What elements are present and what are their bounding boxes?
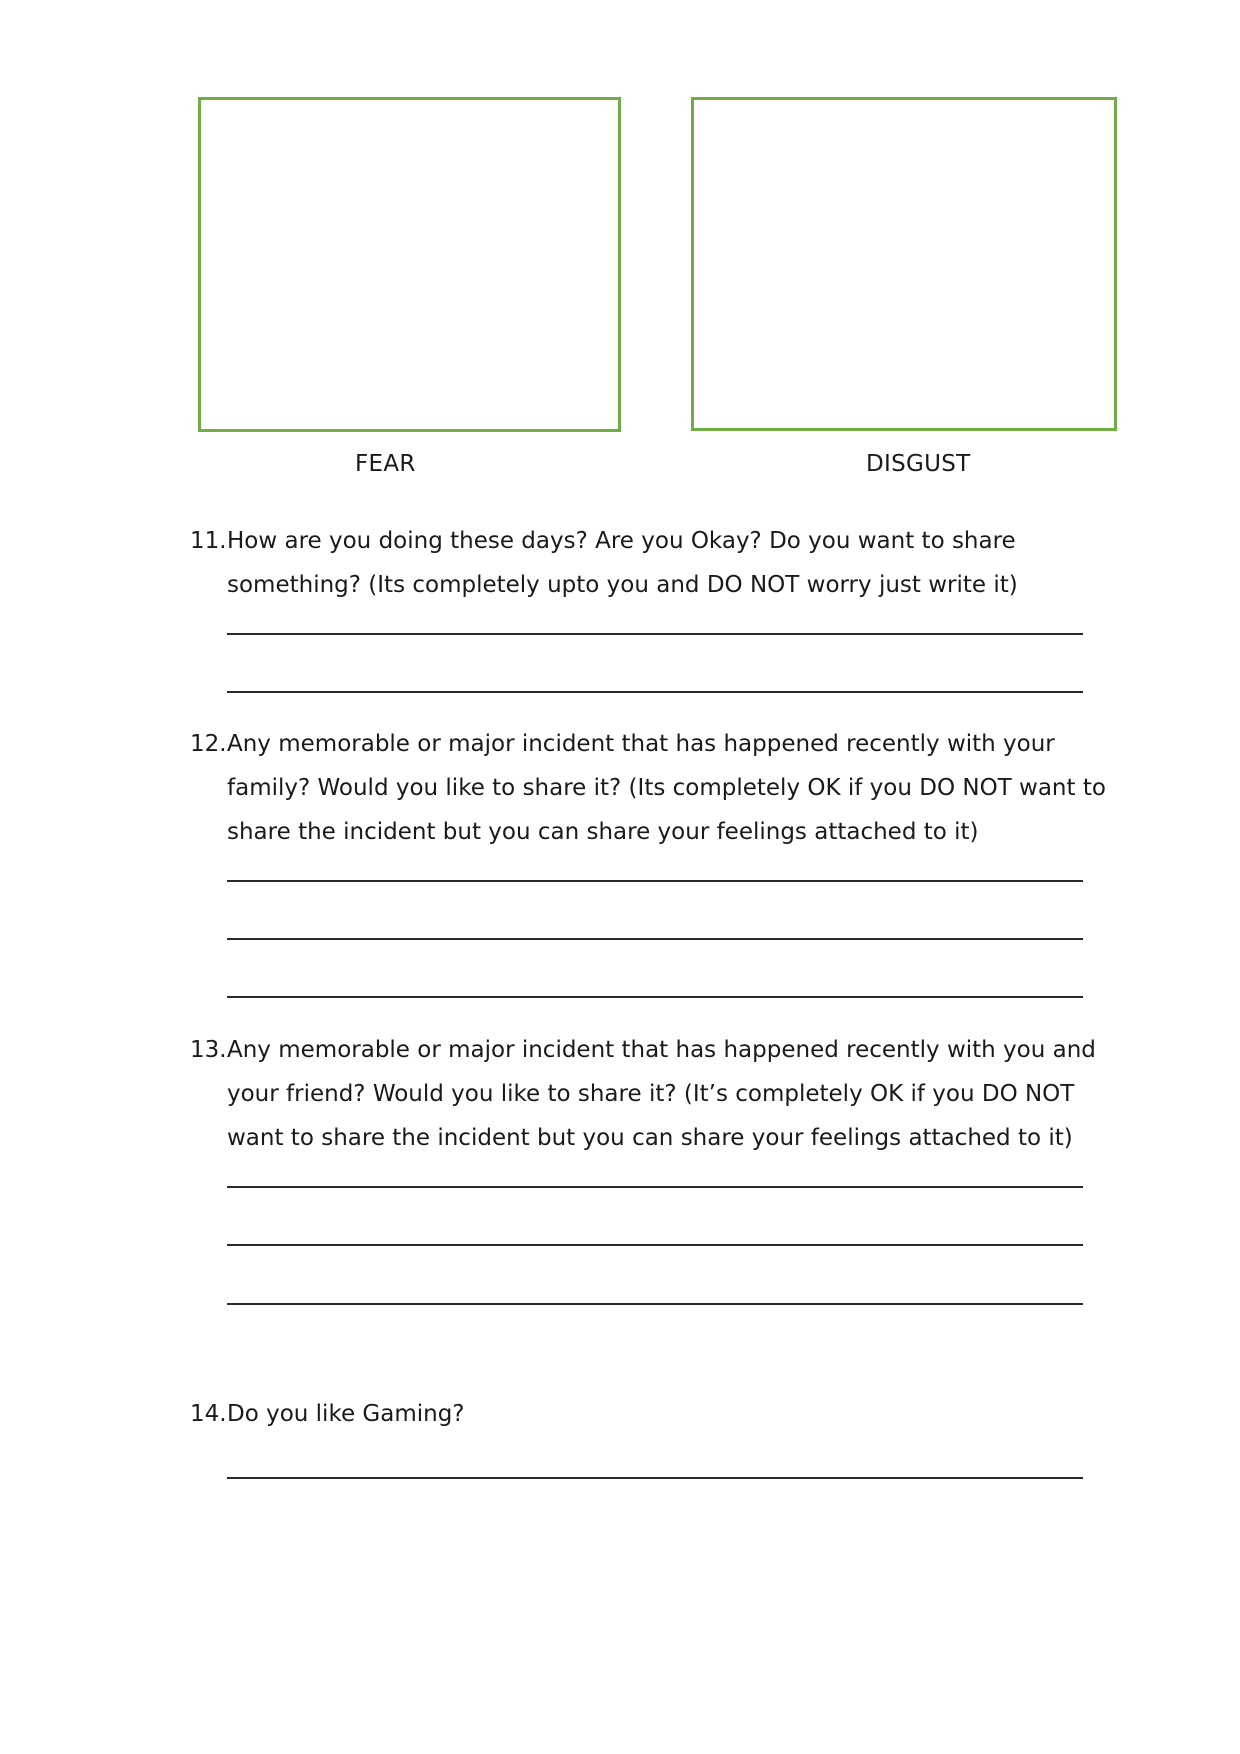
answer-line-q12-2[interactable] xyxy=(227,938,1083,940)
answer-line-q13-2[interactable] xyxy=(227,1244,1083,1246)
question-text xyxy=(227,1028,1107,1160)
answer-line-q13-3[interactable] xyxy=(227,1303,1083,1305)
disgust-drawing-box[interactable] xyxy=(691,97,1117,431)
question-text-line: Any memorable or major incident that has happened recently with you and xyxy=(227,1037,1096,1063)
question-text-line: Any memorable or major incident that has happened recently with your xyxy=(227,731,1055,757)
question-text-line: want to share the incident but you can share your feelings attached to it) xyxy=(227,1125,1073,1151)
answer-line-q12-1[interactable] xyxy=(227,880,1083,882)
question-text-line: something? (Its completely upto you and DO NOT worry just write it) xyxy=(227,572,1018,598)
question-number: 12. xyxy=(190,731,227,757)
question-number: 13. xyxy=(190,1037,227,1063)
answer-line-q12-3[interactable] xyxy=(227,996,1083,998)
question-text-line: family? Would you like to share it? (Its completely OK if you DO NOT want to xyxy=(227,775,1106,801)
question-text-line: How are you doing these days? Are you Okay? Do you want to share xyxy=(227,528,1016,554)
question-text xyxy=(227,519,1107,607)
answer-line-q11-2[interactable] xyxy=(227,691,1083,693)
question-text xyxy=(227,722,1107,854)
question-number: 11. xyxy=(190,528,227,554)
question-number: 14. xyxy=(190,1401,227,1427)
question-text-line: Do you like Gaming? xyxy=(227,1401,465,1427)
fear-label: FEAR xyxy=(355,451,416,477)
fear-drawing-box[interactable] xyxy=(198,97,621,432)
answer-line-q13-1[interactable] xyxy=(227,1186,1083,1188)
answer-line-q14-1[interactable] xyxy=(227,1477,1083,1479)
disgust-label: DISGUST xyxy=(866,451,971,477)
question-text xyxy=(227,1392,1107,1436)
answer-line-q11-1[interactable] xyxy=(227,633,1083,635)
question-text-line: your friend? Would you like to share it? (It’s completely OK if you DO NOT xyxy=(227,1081,1075,1107)
question-text-line: share the incident but you can share your feelings attached to it) xyxy=(227,819,979,845)
